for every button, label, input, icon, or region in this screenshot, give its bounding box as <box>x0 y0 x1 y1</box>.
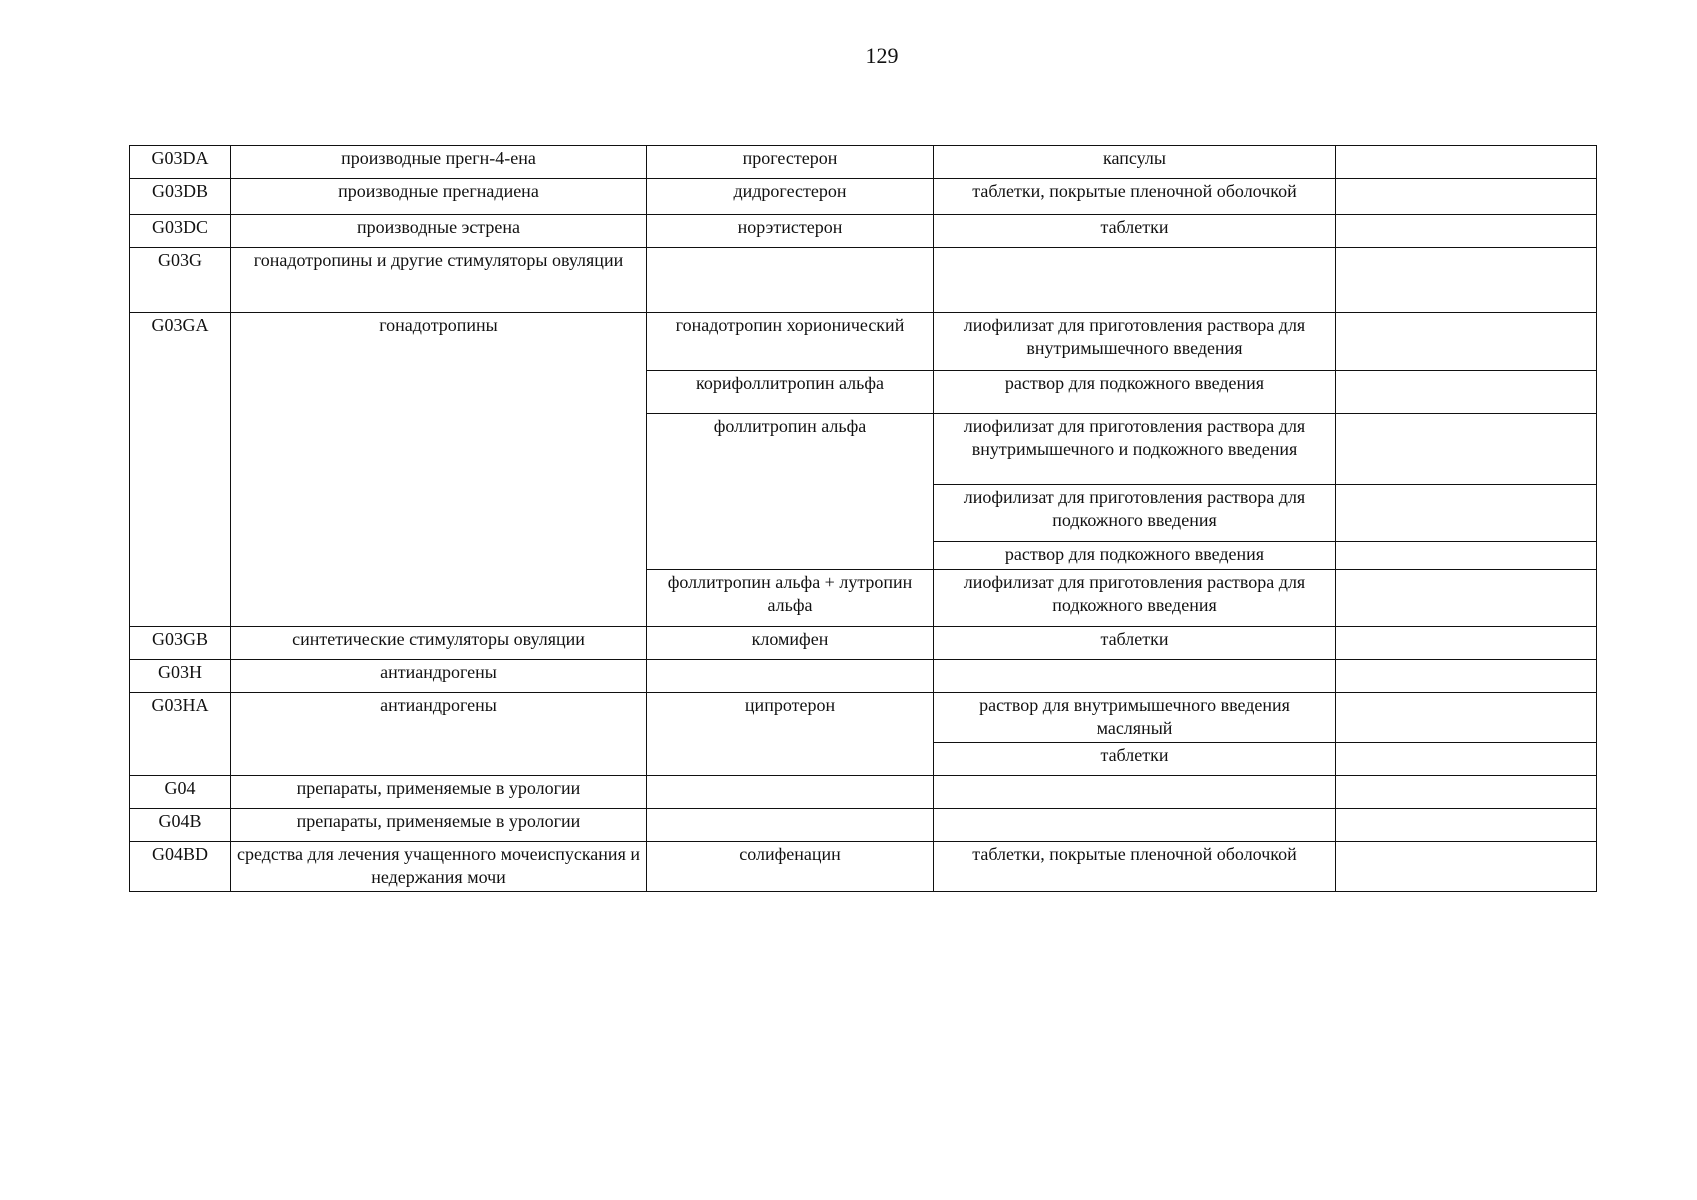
table-row <box>130 215 1597 248</box>
empty-cell <box>1336 627 1597 660</box>
dosage-form-cell: таблетки, покрытые пленочной оболочкой <box>934 179 1336 215</box>
table-row <box>130 179 1597 215</box>
drug-name-cell: фоллитропин альфа <box>647 414 934 570</box>
table-row <box>130 693 1597 743</box>
empty-cell <box>647 809 934 842</box>
empty-cell <box>1336 542 1597 570</box>
dosage-form-cell: капсулы <box>934 146 1336 179</box>
dosage-form-cell: таблетки <box>934 215 1336 248</box>
empty-cell <box>1336 660 1597 693</box>
drug-name-cell: прогестерон <box>647 146 934 179</box>
dosage-form-cell: лиофилизат для приготовления раствора для внутримышечного и подкожного введения <box>934 414 1336 485</box>
anatomical-group-cell: синтетические стимуляторы овуляции <box>231 627 647 660</box>
empty-cell <box>1336 313 1597 371</box>
drug-name-cell: фоллитропин альфа + лутропин альфа <box>647 570 934 627</box>
empty-cell <box>647 660 934 693</box>
drug-name-cell: кломифен <box>647 627 934 660</box>
drug-list-table <box>129 145 1597 892</box>
drug-name-cell: гонадотропин хорионический <box>647 313 934 371</box>
anatomical-group-cell: гонадотропины <box>231 313 647 627</box>
empty-cell <box>1336 215 1597 248</box>
dosage-form-cell: лиофилизат для приготовления раствора для внутримышечного введения <box>934 313 1336 371</box>
drug-name-cell: ципротерон <box>647 693 934 776</box>
atc-code-cell: G04B <box>130 809 231 842</box>
dosage-form-cell: лиофилизат для приготовления раствора для подкожного введения <box>934 570 1336 627</box>
anatomical-group-cell: препараты, применяемые в урологии <box>231 776 647 809</box>
anatomical-group-cell: производные прегнадиена <box>231 179 647 215</box>
dosage-form-cell: таблетки <box>934 627 1336 660</box>
empty-cell <box>1336 485 1597 542</box>
dosage-form-cell: раствор для внутримышечного введения масляный <box>934 693 1336 743</box>
empty-cell <box>1336 743 1597 776</box>
empty-cell <box>1336 842 1597 892</box>
empty-cell <box>1336 248 1597 313</box>
anatomical-group-cell: антиандрогены <box>231 693 647 776</box>
atc-code-cell: G03DC <box>130 215 231 248</box>
drug-name-cell: норэтистерон <box>647 215 934 248</box>
empty-cell <box>1336 371 1597 414</box>
empty-cell <box>934 776 1336 809</box>
atc-code-cell: G03GB <box>130 627 231 660</box>
anatomical-group-cell: средства для лечения учащенного мочеиспускания и недержания мочи <box>231 842 647 892</box>
dosage-form-cell: таблетки <box>934 743 1336 776</box>
dosage-form-cell: раствор для подкожного введения <box>934 542 1336 570</box>
dosage-form-cell: лиофилизат для приготовления раствора для подкожного введения <box>934 485 1336 542</box>
dosage-form-cell: таблетки, покрытые пленочной оболочкой <box>934 842 1336 892</box>
atc-code-cell: G03GA <box>130 313 231 627</box>
empty-cell <box>1336 179 1597 215</box>
anatomical-group-cell: препараты, применяемые в урологии <box>231 809 647 842</box>
table-row <box>130 248 1597 313</box>
empty-cell <box>1336 414 1597 485</box>
table-row <box>130 776 1597 809</box>
atc-code-cell: G03DA <box>130 146 231 179</box>
page-number: 129 <box>865 43 899 68</box>
anatomical-group-cell: производные эстрена <box>231 215 647 248</box>
anatomical-group-cell: гонадотропины и другие стимуляторы овуляции <box>231 248 647 313</box>
empty-cell <box>1336 693 1597 743</box>
empty-cell <box>1336 570 1597 627</box>
table-row <box>130 313 1597 371</box>
empty-cell <box>934 660 1336 693</box>
atc-code-cell: G04BD <box>130 842 231 892</box>
table-row <box>130 627 1597 660</box>
dosage-form-cell: раствор для подкожного введения <box>934 371 1336 414</box>
atc-code-cell: G04 <box>130 776 231 809</box>
empty-cell <box>647 776 934 809</box>
empty-cell <box>647 248 934 313</box>
drug-name-cell: солифенацин <box>647 842 934 892</box>
anatomical-group-cell: антиандрогены <box>231 660 647 693</box>
atc-code-cell: G03HA <box>130 693 231 776</box>
atc-code-cell: G03H <box>130 660 231 693</box>
table-row <box>130 660 1597 693</box>
atc-code-cell: G03DB <box>130 179 231 215</box>
empty-cell <box>1336 146 1597 179</box>
table-row <box>130 146 1597 179</box>
empty-cell <box>934 248 1336 313</box>
table-row <box>130 842 1597 892</box>
empty-cell <box>934 809 1336 842</box>
drug-name-cell: корифоллитропин альфа <box>647 371 934 414</box>
empty-cell <box>1336 776 1597 809</box>
drug-name-cell: дидрогестерон <box>647 179 934 215</box>
table-row <box>130 809 1597 842</box>
atc-code-cell: G03G <box>130 248 231 313</box>
anatomical-group-cell: производные прегн-4-ена <box>231 146 647 179</box>
empty-cell <box>1336 809 1597 842</box>
